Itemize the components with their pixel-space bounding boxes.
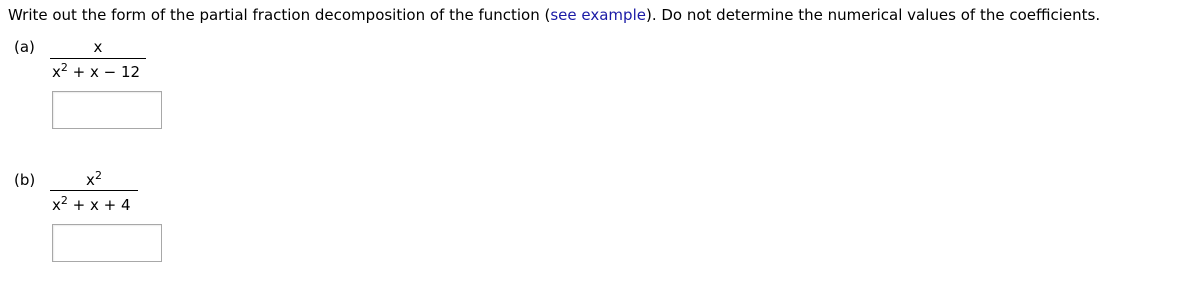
part-a-label: (a) [14,38,35,56]
part-a-fraction-bar [50,58,146,59]
instruction-text-end: ). Do not determine the numerical values of the coefficients. [645,6,1101,24]
part-a-denominator-rest: + x − 12 [67,63,141,81]
part-b-denominator-rest: + x + 4 [67,196,131,214]
part-a-denominator-exponent: 2 [60,61,68,74]
instruction-text [8,5,1100,25]
part-a-answer-input[interactable] [52,91,162,129]
part-b-label: (b) [14,171,36,189]
part-a-numerator [52,38,144,56]
part-b-denominator-base: x [52,196,61,214]
part-b-denominator [52,196,131,214]
part-b-numerator-base: x [86,171,95,189]
part-a-denominator-base: x [52,63,61,81]
part-b-answer-input[interactable] [52,224,162,262]
instruction-text-start: Write out the form of the partial fraction decomposition of the function ( [8,6,551,24]
part-b-numerator [52,171,136,189]
part-a-denominator [52,63,140,81]
part-a-numerator-var: x [93,38,103,56]
part-b-fraction-bar [50,190,138,191]
see-example-link[interactable]: see example [550,6,646,24]
part-b-numerator-exponent: 2 [94,169,102,182]
part-b-denominator-exponent: 2 [60,194,68,207]
